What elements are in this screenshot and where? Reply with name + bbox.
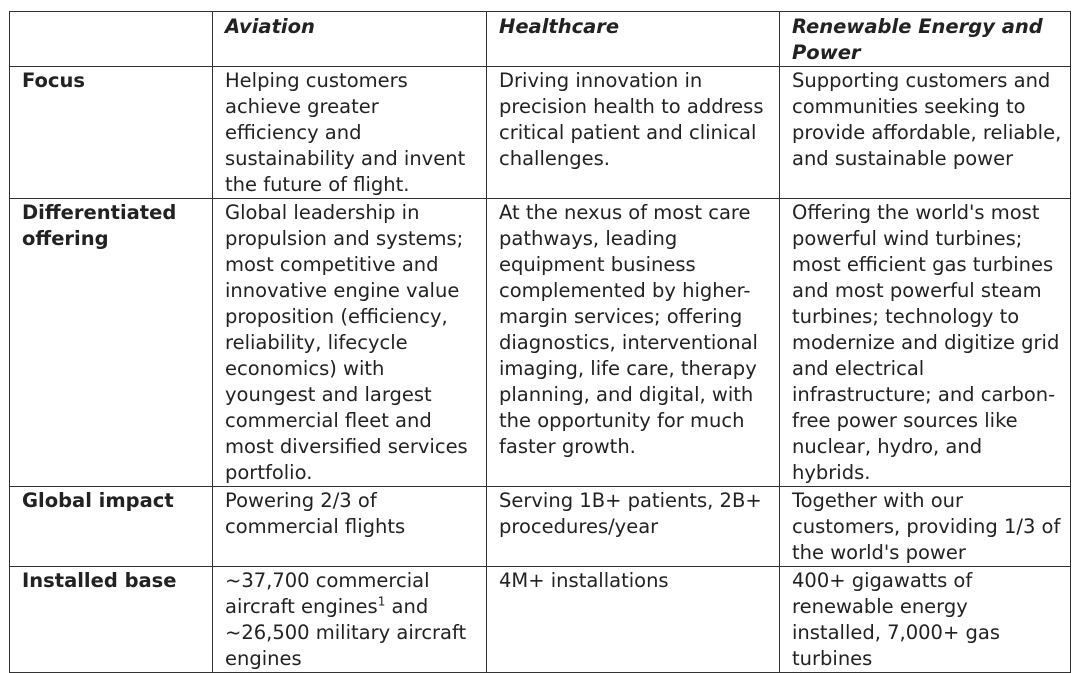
cell-differentiated-renewable: Offering the world's most powerful wind turbines; most efficient gas turbines and most powerful steam turbines; technology to modernize and digitize grid and electrical infrastructure; and carbon-free power sources like nuclear, hydro, and hybrids. xyxy=(780,199,1071,487)
cell-installed-healthcare: 4M+ installations xyxy=(487,567,780,673)
cell-focus-aviation: Helping customers achieve greater efficiency and sustainability and invent the future of flight. xyxy=(213,67,487,199)
column-header-renewable: Renewable Energy and Power xyxy=(780,12,1071,67)
cell-impact-aviation: Powering 2/3 of commercial flights xyxy=(213,487,487,567)
cell-differentiated-aviation: Global leadership in propulsion and systems; most competitive and innovative engine value proposition (efficiency, reliability, lifecycle economics) with youngest and largest commercial fleet and most diversified services portfolio. xyxy=(213,199,487,487)
row-header-installed-base: Installed base xyxy=(10,567,213,673)
cell-focus-renewable: Supporting customers and communities seeking to provide affordable, reliable, and sustainable power xyxy=(780,67,1071,199)
row-header-focus: Focus xyxy=(10,67,213,199)
cell-focus-healthcare: Driving innovation in precision health to address critical patient and clinical challenges. xyxy=(487,67,780,199)
corner-cell xyxy=(10,12,213,67)
footnote-marker: 1 xyxy=(377,594,386,609)
table-row-focus xyxy=(10,67,1071,199)
installed-aviation-text-a: ~37,700 commercial aircraft engines xyxy=(225,569,430,618)
header-row xyxy=(10,12,1071,67)
installed-aviation-text-b: and ~26,500 military aircraft engines xyxy=(225,595,467,670)
row-header-global-impact: Global impact xyxy=(10,487,213,567)
cell-installed-aviation xyxy=(213,567,487,673)
column-header-healthcare: Healthcare xyxy=(487,12,780,67)
table-row-differentiated-offering xyxy=(10,199,1071,487)
table-row-global-impact xyxy=(10,487,1071,567)
cell-impact-healthcare: Serving 1B+ patients, 2B+ procedures/year xyxy=(487,487,780,567)
cell-differentiated-healthcare: At the nexus of most care pathways, leading equipment business complemented by higher-margin services; offering diagnostics, interventional imaging, life care, therapy planning, and digital, with the opportunity for much faster growth. xyxy=(487,199,780,487)
row-header-differentiated-offering: Differentiated offering xyxy=(10,199,213,487)
cell-impact-renewable: Together with our customers, providing 1/3 of the world's power xyxy=(780,487,1071,567)
segment-comparison-table xyxy=(9,11,1071,673)
cell-installed-renewable: 400+ gigawatts of renewable energy installed, 7,000+ gas turbines xyxy=(780,567,1071,673)
column-header-aviation: Aviation xyxy=(213,12,487,67)
table-row-installed-base xyxy=(10,567,1071,673)
segment-comparison-table-wrapper xyxy=(9,11,1071,673)
